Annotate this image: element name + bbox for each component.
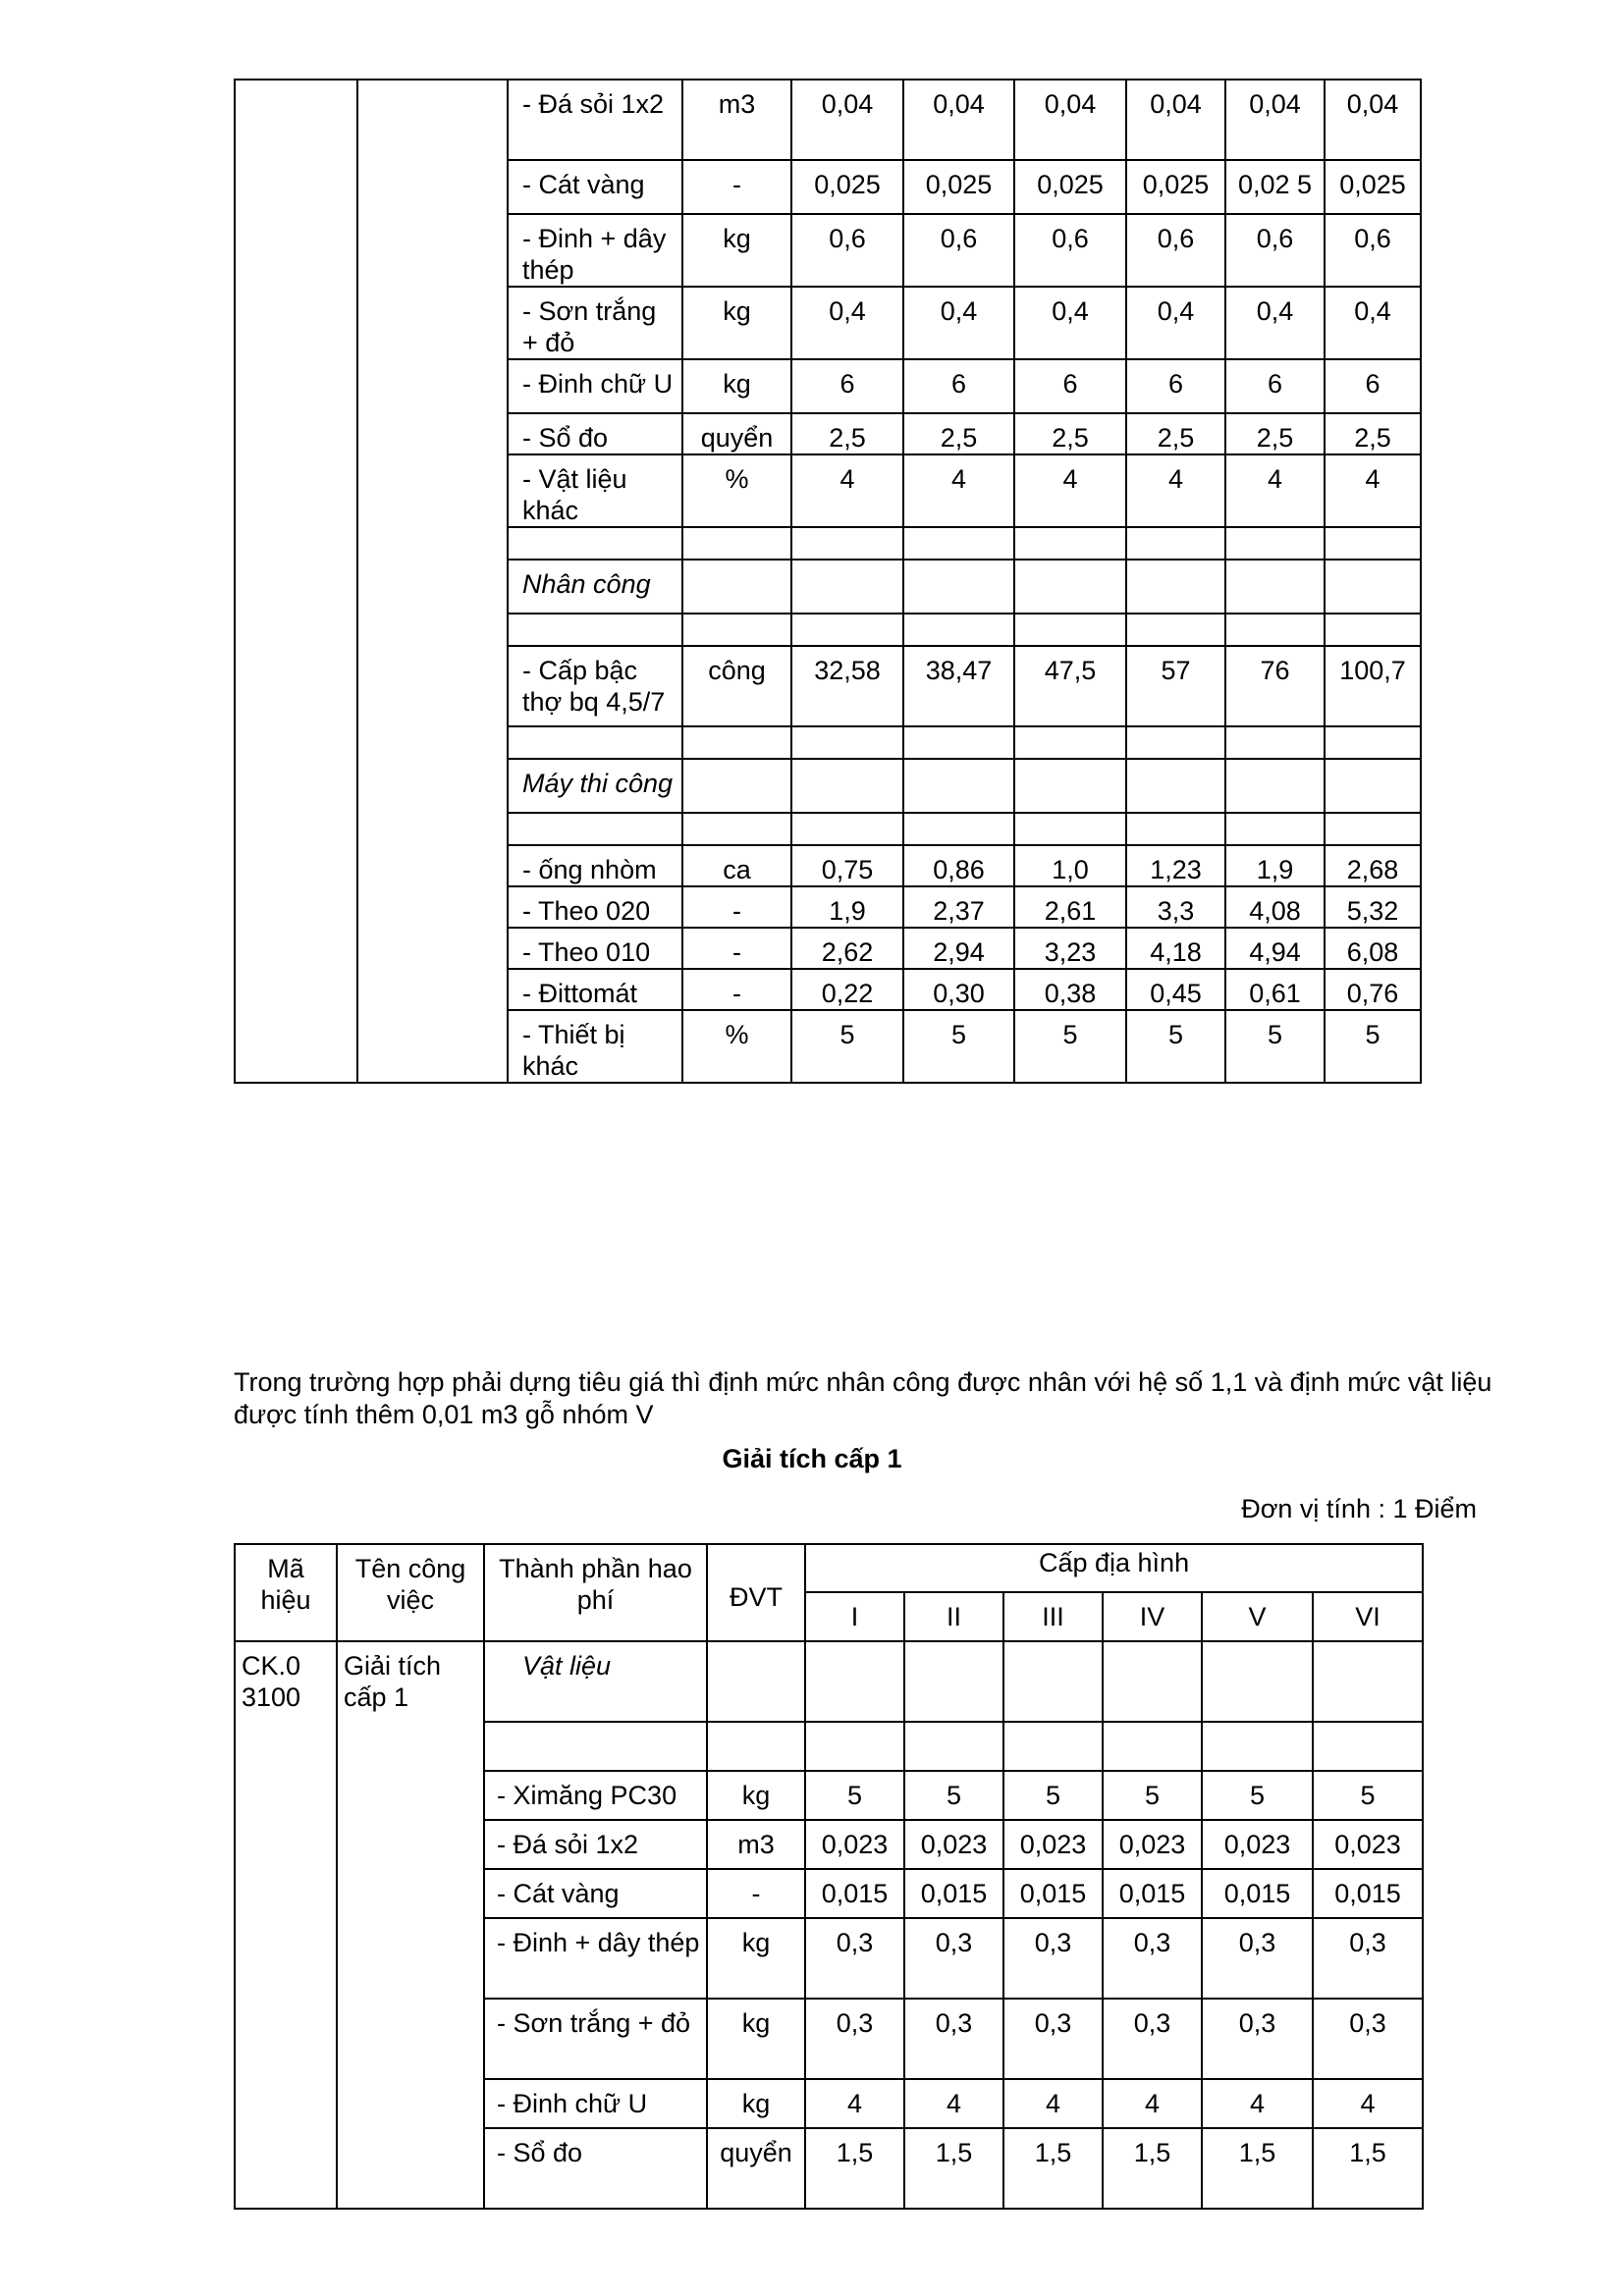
- value-cell: 4: [805, 2079, 904, 2128]
- value-cell: 0,023: [805, 1820, 904, 1869]
- component-label: Máy thi công: [508, 759, 682, 813]
- norms-table-continued: [234, 79, 1422, 1084]
- value-cell: 6: [903, 359, 1014, 413]
- value-cell: [1225, 614, 1325, 646]
- value-cell: 0,015: [1313, 1869, 1423, 1918]
- component-label: - Đá sỏi 1x2: [484, 1820, 707, 1869]
- value-cell: [791, 813, 903, 845]
- value-cell: [791, 726, 903, 759]
- value-cell: 32,58: [791, 646, 903, 726]
- component-label: - Sổ đo: [484, 2128, 707, 2209]
- value-cell: 1,5: [805, 2128, 904, 2209]
- unit-cell: -: [682, 969, 791, 1010]
- value-cell: [1325, 759, 1421, 813]
- header-level-4: IV: [1103, 1592, 1202, 1641]
- value-cell: 1,9: [1225, 845, 1325, 886]
- value-cell: [1103, 1641, 1202, 1722]
- value-cell: 5: [1202, 1771, 1313, 1820]
- value-cell: [1126, 527, 1225, 560]
- unit-cell: kg: [707, 1918, 805, 1999]
- value-cell: [791, 759, 903, 813]
- unit-cell: quyển: [707, 2128, 805, 2209]
- value-cell: 2,5: [791, 413, 903, 454]
- value-cell: [1202, 1641, 1313, 1722]
- component-label: - Theo 020: [508, 886, 682, 928]
- value-cell: 0,6: [1325, 214, 1421, 287]
- value-cell: 1,5: [904, 2128, 1003, 2209]
- component-label: [508, 614, 682, 646]
- value-cell: [805, 1722, 904, 1771]
- value-cell: [903, 527, 1014, 560]
- component-label: - Đinh + dây thép: [508, 214, 682, 287]
- unit-cell: [682, 813, 791, 845]
- value-cell: [904, 1722, 1003, 1771]
- component-label: - Đinh + dây thép: [484, 1918, 707, 1999]
- value-cell: 0,6: [1225, 214, 1325, 287]
- value-cell: [1126, 614, 1225, 646]
- value-cell: 0,3: [1202, 1999, 1313, 2079]
- unit-cell: -: [707, 1869, 805, 1918]
- value-cell: 2,5: [903, 413, 1014, 454]
- unit-cell: -: [682, 886, 791, 928]
- value-cell: 0,023: [1202, 1820, 1313, 1869]
- value-cell: 1,5: [1003, 2128, 1103, 2209]
- value-cell: [1126, 759, 1225, 813]
- value-cell: [1225, 560, 1325, 614]
- value-cell: 0,3: [1202, 1918, 1313, 1999]
- value-cell: 0,015: [805, 1869, 904, 1918]
- value-cell: 5: [1003, 1771, 1103, 1820]
- unit-cell: m3: [682, 80, 791, 160]
- unit-cell: [682, 759, 791, 813]
- value-cell: [1103, 1722, 1202, 1771]
- value-cell: 0,6: [1126, 214, 1225, 287]
- value-cell: 4: [1202, 2079, 1313, 2128]
- value-cell: 6: [1126, 359, 1225, 413]
- value-cell: 4,18: [1126, 928, 1225, 969]
- header-level-6: VI: [1313, 1592, 1423, 1641]
- value-cell: 2,61: [1014, 886, 1126, 928]
- component-label: - ống nhòm: [508, 845, 682, 886]
- value-cell: 0,04: [1325, 80, 1421, 160]
- value-cell: 0,015: [1103, 1869, 1202, 1918]
- value-cell: [1126, 726, 1225, 759]
- unit-cell: %: [682, 454, 791, 527]
- unit-cell: [682, 614, 791, 646]
- value-cell: [1003, 1722, 1103, 1771]
- value-cell: 5: [1225, 1010, 1325, 1083]
- value-cell: 0,025: [1325, 160, 1421, 214]
- value-cell: 6: [1325, 359, 1421, 413]
- value-cell: [1003, 1641, 1103, 1722]
- value-cell: 0,3: [904, 1999, 1003, 2079]
- unit-cell: m3: [707, 1820, 805, 1869]
- value-cell: 0,015: [904, 1869, 1003, 1918]
- value-cell: 6: [1014, 359, 1126, 413]
- value-cell: [1126, 813, 1225, 845]
- value-cell: 1,5: [1313, 2128, 1423, 2209]
- value-cell: 4: [791, 454, 903, 527]
- unit-cell: %: [682, 1010, 791, 1083]
- value-cell: 6: [791, 359, 903, 413]
- value-cell: 0,76: [1325, 969, 1421, 1010]
- value-cell: 0,4: [1014, 287, 1126, 359]
- value-cell: [903, 759, 1014, 813]
- unit-cell: [707, 1722, 805, 1771]
- value-cell: 5: [791, 1010, 903, 1083]
- value-cell: 5: [904, 1771, 1003, 1820]
- value-cell: [805, 1641, 904, 1722]
- value-cell: [791, 560, 903, 614]
- value-cell: [903, 560, 1014, 614]
- value-cell: 5: [805, 1771, 904, 1820]
- component-label: [508, 726, 682, 759]
- value-cell: 1,5: [1202, 2128, 1313, 2209]
- value-cell: 2,94: [903, 928, 1014, 969]
- value-cell: 5: [1325, 1010, 1421, 1083]
- value-cell: 2,37: [903, 886, 1014, 928]
- value-cell: [1014, 726, 1126, 759]
- unit-cell: kg: [682, 359, 791, 413]
- note-paragraph: Trong trường hợp phải dựng tiêu giá thì định mức nhân công được nhân với hệ số 1,1 và định mức vật liệu được tính thêm 0,01 m3 gỗ nhóm V: [234, 1367, 1492, 1429]
- component-label: [484, 1722, 707, 1771]
- value-cell: 0,023: [1313, 1820, 1423, 1869]
- component-label: - Ximăng PC30: [484, 1771, 707, 1820]
- component-label: [508, 527, 682, 560]
- value-cell: 47,5: [1014, 646, 1126, 726]
- value-cell: 0,6: [791, 214, 903, 287]
- value-cell: 4: [904, 2079, 1003, 2128]
- value-cell: 0,04: [903, 80, 1014, 160]
- value-cell: 0,3: [805, 1999, 904, 2079]
- value-cell: 4,08: [1225, 886, 1325, 928]
- code-cell: CK.0 3100: [235, 1641, 337, 2209]
- value-cell: [1126, 560, 1225, 614]
- value-cell: 0,025: [1014, 160, 1126, 214]
- value-cell: 76: [1225, 646, 1325, 726]
- value-cell: [903, 813, 1014, 845]
- value-cell: [903, 726, 1014, 759]
- work-column-blank: [357, 80, 508, 1083]
- value-cell: [1014, 813, 1126, 845]
- value-cell: [1325, 614, 1421, 646]
- component-label: Nhân công: [508, 560, 682, 614]
- value-cell: 0,61: [1225, 969, 1325, 1010]
- value-cell: 5: [903, 1010, 1014, 1083]
- value-cell: 6,08: [1325, 928, 1421, 969]
- header-unit: ĐVT: [707, 1544, 805, 1641]
- unit-cell: [707, 1641, 805, 1722]
- component-label: [508, 813, 682, 845]
- header-component: Thành phần hao phí: [484, 1544, 707, 1641]
- value-cell: 0,02 5: [1225, 160, 1325, 214]
- value-cell: 4: [1014, 454, 1126, 527]
- value-cell: [791, 614, 903, 646]
- component-label: Vật liệu: [484, 1641, 707, 1722]
- value-cell: 4: [1325, 454, 1421, 527]
- value-cell: 5: [1103, 1771, 1202, 1820]
- value-cell: 4: [1103, 2079, 1202, 2128]
- value-cell: 0,025: [1126, 160, 1225, 214]
- value-cell: [1325, 527, 1421, 560]
- value-cell: 0,3: [1313, 1999, 1423, 2079]
- unit-cell: kg: [707, 2079, 805, 2128]
- value-cell: 0,6: [903, 214, 1014, 287]
- unit-cell: kg: [682, 287, 791, 359]
- value-cell: [1014, 614, 1126, 646]
- value-cell: 0,3: [904, 1918, 1003, 1999]
- header-level-5: V: [1202, 1592, 1313, 1641]
- header-terrain-level: Cấp địa hình: [805, 1544, 1423, 1592]
- value-cell: 0,023: [904, 1820, 1003, 1869]
- value-cell: 3,23: [1014, 928, 1126, 969]
- value-cell: 5: [1126, 1010, 1225, 1083]
- unit-cell: kg: [682, 214, 791, 287]
- unit-cell: [682, 560, 791, 614]
- value-cell: 0,3: [1313, 1918, 1423, 1999]
- value-cell: [1014, 527, 1126, 560]
- value-cell: [1225, 726, 1325, 759]
- value-cell: [1225, 759, 1325, 813]
- value-cell: 0,86: [903, 845, 1014, 886]
- unit-cell: quyển: [682, 413, 791, 454]
- value-cell: 1,5: [1103, 2128, 1202, 2209]
- component-label: - Thiết bị khác: [508, 1010, 682, 1083]
- value-cell: 0,025: [791, 160, 903, 214]
- value-cell: [1325, 726, 1421, 759]
- unit-cell: [682, 726, 791, 759]
- norms-table-giai-tich: [234, 1543, 1424, 2210]
- component-label: - Vật liệu khác: [508, 454, 682, 527]
- value-cell: 0,015: [1003, 1869, 1103, 1918]
- component-label: - Đá sỏi 1x2: [508, 80, 682, 160]
- section-title: Giải tích cấp 1: [722, 1444, 902, 1473]
- component-label: - Đinh chữ U: [508, 359, 682, 413]
- value-cell: 0,4: [903, 287, 1014, 359]
- value-cell: [1014, 759, 1126, 813]
- value-cell: 0,38: [1014, 969, 1126, 1010]
- header-level-3: III: [1003, 1592, 1103, 1641]
- value-cell: 0,04: [1225, 80, 1325, 160]
- header-code: Mã hiệu: [235, 1544, 337, 1641]
- value-cell: 2,5: [1014, 413, 1126, 454]
- value-cell: 0,4: [1225, 287, 1325, 359]
- value-cell: 0,45: [1126, 969, 1225, 1010]
- value-cell: 0,04: [1126, 80, 1225, 160]
- value-cell: 4: [1003, 2079, 1103, 2128]
- value-cell: 1,23: [1126, 845, 1225, 886]
- component-label: - Sơn trắng + đỏ: [484, 1999, 707, 2079]
- value-cell: 0,3: [805, 1918, 904, 1999]
- unit-note: Đơn vị tính : 1 Điểm: [1241, 1494, 1477, 1523]
- value-cell: 0,22: [791, 969, 903, 1010]
- value-cell: 0,3: [1003, 1999, 1103, 2079]
- component-label: - Cấp bậc thợ bq 4,5/7: [508, 646, 682, 726]
- header-level-2: II: [904, 1592, 1003, 1641]
- value-cell: 4,94: [1225, 928, 1325, 969]
- value-cell: 0,023: [1003, 1820, 1103, 1869]
- value-cell: [791, 527, 903, 560]
- code-column-blank: [235, 80, 357, 1083]
- value-cell: 0,3: [1103, 1999, 1202, 2079]
- value-cell: 4: [1225, 454, 1325, 527]
- value-cell: [1313, 1641, 1423, 1722]
- value-cell: 0,4: [1325, 287, 1421, 359]
- value-cell: 3,3: [1126, 886, 1225, 928]
- component-label: - Sổ đo: [508, 413, 682, 454]
- unit-cell: -: [682, 160, 791, 214]
- value-cell: 38,47: [903, 646, 1014, 726]
- value-cell: 0,023: [1103, 1820, 1202, 1869]
- component-label: - Theo 010: [508, 928, 682, 969]
- value-cell: 2,5: [1225, 413, 1325, 454]
- value-cell: 2,62: [791, 928, 903, 969]
- value-cell: 0,3: [1003, 1918, 1103, 1999]
- value-cell: 4: [903, 454, 1014, 527]
- value-cell: 5: [1014, 1010, 1126, 1083]
- unit-cell: kg: [707, 1999, 805, 2079]
- component-label: - Đittomát: [508, 969, 682, 1010]
- value-cell: [1202, 1722, 1313, 1771]
- value-cell: 5: [1313, 1771, 1423, 1820]
- value-cell: [1014, 560, 1126, 614]
- value-cell: [1313, 1722, 1423, 1771]
- value-cell: 5,32: [1325, 886, 1421, 928]
- value-cell: [903, 614, 1014, 646]
- value-cell: 2,5: [1126, 413, 1225, 454]
- component-label: - Cát vàng: [484, 1869, 707, 1918]
- value-cell: 100,7: [1325, 646, 1421, 726]
- value-cell: 0,04: [791, 80, 903, 160]
- unit-cell: kg: [707, 1771, 805, 1820]
- value-cell: 57: [1126, 646, 1225, 726]
- value-cell: 2,5: [1325, 413, 1421, 454]
- value-cell: 2,68: [1325, 845, 1421, 886]
- value-cell: 0,75: [791, 845, 903, 886]
- value-cell: 4: [1126, 454, 1225, 527]
- unit-cell: công: [682, 646, 791, 726]
- value-cell: 1,9: [791, 886, 903, 928]
- value-cell: 0,4: [791, 287, 903, 359]
- unit-cell: ca: [682, 845, 791, 886]
- component-label: - Sơn trắng + đỏ: [508, 287, 682, 359]
- value-cell: 1,0: [1014, 845, 1126, 886]
- value-cell: 4: [1313, 2079, 1423, 2128]
- unit-cell: -: [682, 928, 791, 969]
- value-cell: 0,015: [1202, 1869, 1313, 1918]
- value-cell: [1325, 560, 1421, 614]
- value-cell: 0,025: [903, 160, 1014, 214]
- value-cell: [1225, 527, 1325, 560]
- header-level-1: I: [805, 1592, 904, 1641]
- component-label: - Đinh chữ U: [484, 2079, 707, 2128]
- unit-cell: [682, 527, 791, 560]
- value-cell: [1325, 813, 1421, 845]
- value-cell: 0,4: [1126, 287, 1225, 359]
- value-cell: [904, 1641, 1003, 1722]
- component-label: - Cát vàng: [508, 160, 682, 214]
- value-cell: 0,6: [1014, 214, 1126, 287]
- value-cell: 0,30: [903, 969, 1014, 1010]
- value-cell: 0,3: [1103, 1918, 1202, 1999]
- value-cell: [1225, 813, 1325, 845]
- value-cell: 6: [1225, 359, 1325, 413]
- header-work-name: Tên công việc: [337, 1544, 484, 1641]
- value-cell: 0,04: [1014, 80, 1126, 160]
- work-name-cell: Giải tích cấp 1: [337, 1641, 484, 2209]
